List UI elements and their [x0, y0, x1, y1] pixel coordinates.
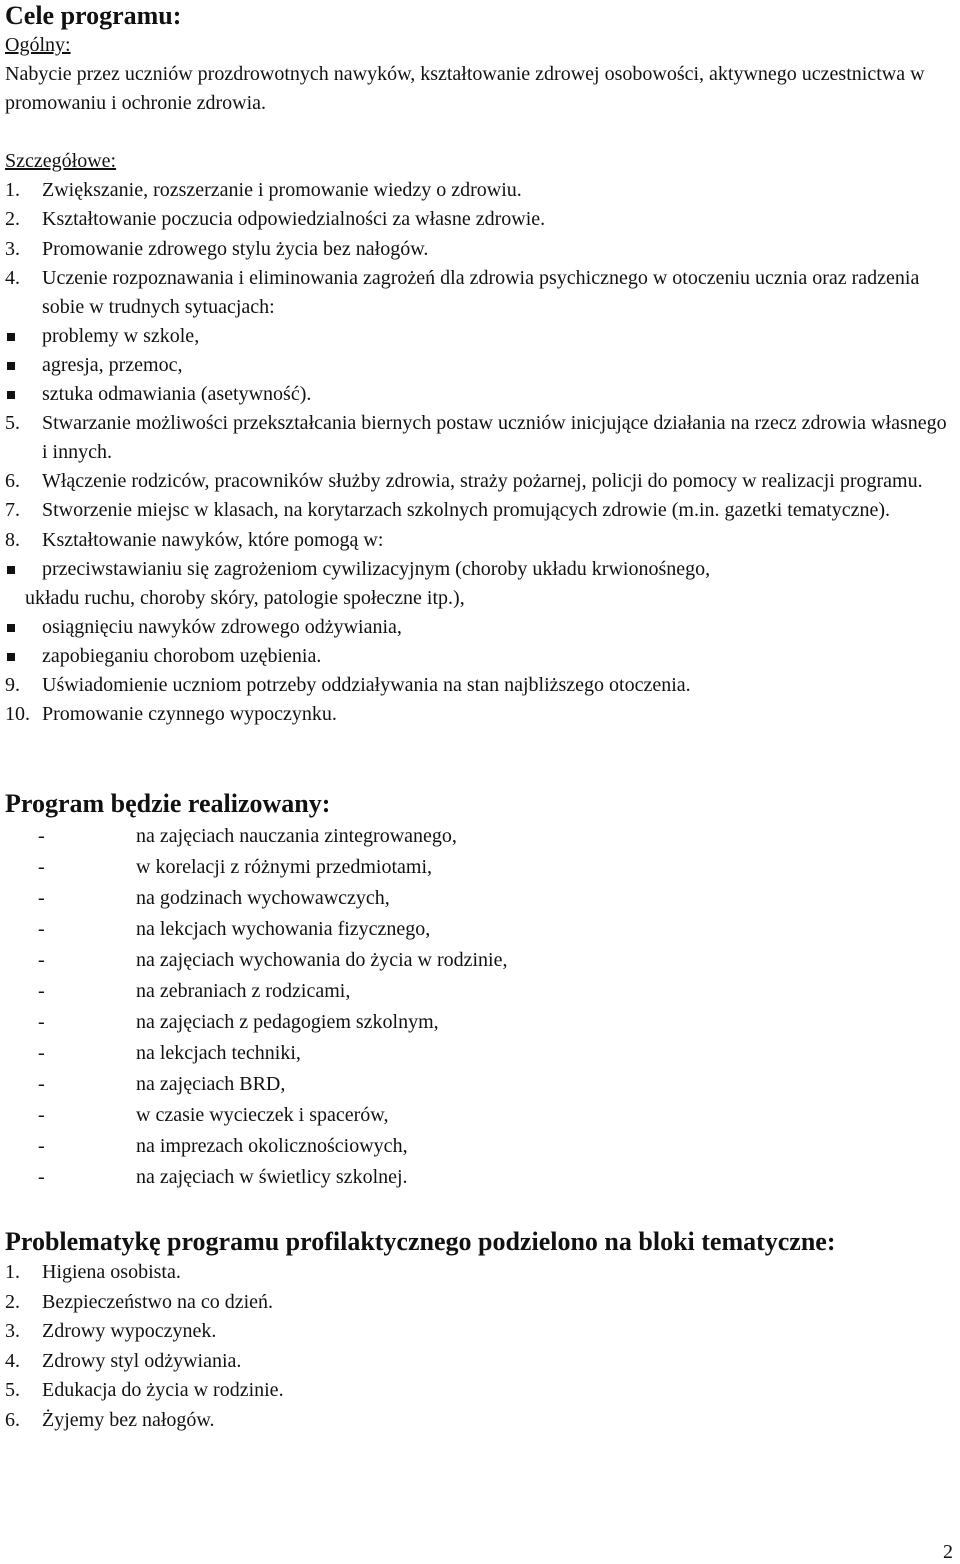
thematic-blocks-list — [5, 1258, 950, 1435]
thematic-block-item — [5, 1317, 950, 1347]
item-text: na zebraniach z rodzicami, — [136, 980, 351, 1003]
thematic-block-item — [5, 1347, 950, 1377]
item-text: na lekcjach wychowania fizycznego, — [136, 918, 431, 941]
thematic-block-item — [5, 1406, 950, 1436]
dash-bullet: - — [38, 949, 45, 972]
item-number: 1. — [5, 1261, 20, 1284]
item-text: na zajęciach wychowania do życia w rodzinie, — [136, 949, 508, 972]
item-number: 6. — [5, 1408, 20, 1431]
goal-item — [5, 467, 950, 496]
bullet-item — [5, 380, 950, 409]
item-number: 3. — [5, 237, 20, 260]
general-text: Nabycie przez uczniów prozdrowotnych nawyków, kształtowanie zdrowej osobowości, aktywnego uczestnictwa w promowaniu i ochronie zdrowia. — [5, 63, 925, 115]
dash-bullet: - — [38, 1042, 45, 1065]
item-text: Zdrowy styl odżywiania. — [42, 1349, 242, 1372]
square-bullet-icon — [7, 333, 15, 341]
item-text: Kształtowanie nawyków, które pomogą w: — [42, 528, 384, 551]
section-title-thematic-blocks: Problematykę programu profilaktycznego podzielono na bloki tematyczne: — [5, 1227, 836, 1257]
thematic-block-item — [5, 1376, 950, 1406]
item-number: 9. — [5, 673, 20, 696]
item-text: Stworzenie miejsc w klasach, na korytarzach szkolnych promujących zdrowie (m.in. gazetki tematyczne). — [42, 499, 890, 522]
bullet-text: sztuka odmawiania (asetywność). — [42, 383, 312, 406]
spacer — [5, 118, 950, 147]
dash-bullet: - — [38, 1135, 45, 1158]
item-text: Zwiększanie, rozszerzanie i promowanie wiedzy o zdrowiu. — [42, 179, 522, 202]
item-text: na zajęciach z pedagogiem szkolnym, — [136, 1011, 439, 1034]
square-bullet-icon — [7, 624, 15, 632]
item-text: na lekcjach techniki, — [136, 1042, 301, 1065]
item-text: Zdrowy wypoczynek. — [42, 1320, 217, 1343]
realization-item — [5, 1131, 950, 1162]
document-page — [5, 0, 950, 1435]
goal-item — [5, 700, 950, 729]
realization-item — [5, 852, 950, 883]
item-text: w korelacji z różnymi przedmiotami, — [136, 856, 433, 879]
thematic-block-item — [5, 1288, 950, 1318]
item-number: 3. — [5, 1320, 20, 1343]
item-text: na zajęciach nauczania zintegrowanego, — [136, 825, 457, 848]
section-title-realization: Program będzie realizowany: — [5, 789, 331, 819]
item-text: Włączenie rodziców, pracowników służby zdrowia, straży pożarnej, policji do pomocy w realizacji programu. — [42, 470, 923, 493]
goal-item — [5, 264, 950, 322]
item-number: 2. — [5, 1290, 20, 1313]
item-number: 1. — [5, 179, 20, 202]
thematic-block-item — [5, 1258, 950, 1288]
goal-item — [5, 496, 950, 525]
item-number: 4. — [5, 1349, 20, 1372]
item-text: Uczenie rozpoznawania i eliminowania zagrożeń dla zdrowia psychicznego w otoczeniu ucznia oraz radzenia sobie w trudnych sytuacjach: — [42, 266, 920, 318]
bullet-item — [5, 642, 950, 671]
square-bullet-icon — [7, 391, 15, 399]
realization-item — [5, 1162, 950, 1193]
item-text: Uświadomienie uczniom potrzeby oddziaływania na stan najbliższego otoczenia. — [42, 673, 691, 696]
bullet-item — [5, 322, 950, 351]
realization-item — [5, 1038, 950, 1069]
bullet-text: przeciwstawianiu się zagrożeniom cywilizacyjnym (choroby układu krwionośnego, — [42, 557, 711, 580]
goal-item — [5, 409, 950, 467]
item-text: Promowanie czynnego wypoczynku. — [42, 703, 337, 726]
item-text: w czasie wycieczek i spacerów, — [136, 1104, 389, 1127]
bullet-text: agresja, przemoc, — [42, 353, 183, 376]
dash-bullet: - — [38, 825, 45, 848]
dash-bullet: - — [38, 856, 45, 879]
item-text: na godzinach wychowawczych, — [136, 887, 390, 910]
item-number: 5. — [5, 412, 20, 435]
dash-bullet: - — [38, 1073, 45, 1096]
square-bullet-icon — [7, 566, 15, 574]
realization-item — [5, 1007, 950, 1038]
square-bullet-icon — [7, 362, 15, 370]
bullet-text-continued: układu ruchu, choroby skóry, patologie społeczne itp.), — [25, 586, 465, 609]
bullet-item — [5, 555, 950, 613]
section-title-goals: Cele programu: — [5, 1, 182, 30]
goal-item — [5, 671, 950, 700]
item-text: Kształtowanie poczucia odpowiedzialności za własne zdrowie. — [42, 208, 546, 231]
realization-item — [5, 976, 950, 1007]
realization-item — [5, 1069, 950, 1100]
page-number: 2 — [943, 1541, 953, 1563]
item-number: 8. — [5, 528, 20, 551]
item-number: 10. — [5, 703, 30, 726]
general-label: Ogólny: — [5, 34, 71, 56]
item-number: 5. — [5, 1379, 20, 1402]
goal-item — [5, 235, 950, 264]
item-text: Higiena osobista. — [42, 1261, 181, 1284]
item-number: 2. — [5, 208, 20, 231]
item-number: 4. — [5, 266, 20, 289]
bullet-item — [5, 613, 950, 642]
dash-bullet: - — [38, 887, 45, 910]
dash-bullet: - — [38, 1104, 45, 1127]
goal-item — [5, 176, 950, 205]
goal-item — [5, 205, 950, 234]
bullet-item — [5, 351, 950, 380]
realization-item — [5, 945, 950, 976]
item-text: Żyjemy bez nałogów. — [42, 1408, 215, 1431]
item-number: 7. — [5, 499, 20, 522]
square-bullet-icon — [7, 653, 15, 661]
bullet-text: problemy w szkole, — [42, 324, 200, 347]
item-text: na zajęciach w świetlicy szkolnej. — [136, 1166, 408, 1189]
realization-item — [5, 821, 950, 852]
realization-item — [5, 883, 950, 914]
dash-bullet: - — [38, 1166, 45, 1189]
dash-bullet: - — [38, 980, 45, 1003]
realization-item — [5, 1100, 950, 1131]
detailed-label: Szczegółowe: — [5, 150, 117, 173]
item-text: Promowanie zdrowego stylu życia bez nałogów. — [42, 237, 429, 260]
item-text: Bezpieczeństwo na co dzień. — [42, 1290, 274, 1313]
item-text: na zajęciach BRD, — [136, 1073, 286, 1096]
realization-item — [5, 914, 950, 945]
item-text: Edukacja do życia w rodzinie. — [42, 1379, 284, 1402]
item-text: na imprezach okolicznościowych, — [136, 1135, 408, 1158]
bullet-text: zapobieganiu chorobom uzębienia. — [42, 644, 322, 667]
item-text: Stwarzanie możliwości przekształcania biernych postaw uczniów inicjujące działania na rzecz zdrowia własnego i innych. — [42, 412, 947, 464]
dash-bullet: - — [38, 918, 45, 941]
bullet-text: osiągnięciu nawyków zdrowego odżywiania, — [42, 615, 402, 638]
dash-bullet: - — [38, 1011, 45, 1034]
item-number: 6. — [5, 470, 20, 493]
goal-item — [5, 526, 950, 555]
